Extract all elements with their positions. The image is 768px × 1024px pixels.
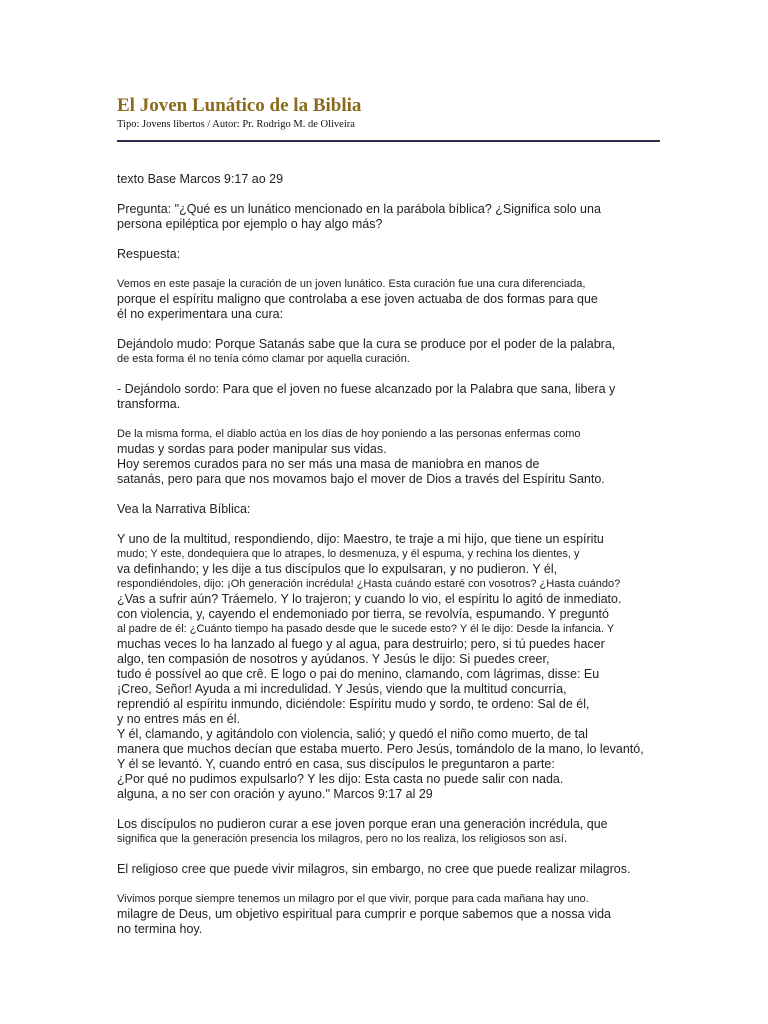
text-line: Vea la Narrativa Bíblica: <box>117 502 251 516</box>
paragraph-gap <box>117 262 677 277</box>
text-line: ¿Vas a sufrir aún? Tráemelo. Y lo trajeron; y cuando lo vio, el espíritu lo agitó de inmediato. <box>117 592 622 606</box>
text-line: reprendió al espíritu inmundo, diciéndole: Espíritu mudo y sordo, te ordeno: Sal de él, <box>117 697 590 711</box>
paragraph <box>117 427 677 487</box>
paragraph-gap <box>117 517 677 532</box>
text-line: - Dejándolo sordo: Para que el joven no fuese alcanzado por la Palabra que sana, libera y <box>117 382 616 396</box>
text-line: tudo é possível ao que crê. E logo o pai do menino, clamando, com lágrimas, disse: Eu <box>117 667 600 681</box>
paragraph <box>117 202 677 232</box>
paragraph <box>117 337 677 367</box>
text-line: Vivimos porque siempre tenemos un milagro por el que vivir, porque para cada mañana hay uno. <box>117 893 589 905</box>
paragraph <box>117 532 677 802</box>
text-line: Y él, clamando, y agitándolo con violencia, salió; y quedó el niño como muerto, de tal <box>117 727 588 741</box>
text-line: Respuesta: <box>117 247 181 261</box>
text-line: Los discípulos no pudieron curar a ese joven porque eran una generación incrédula, que <box>117 817 608 831</box>
text-line: persona epiléptica por ejemplo o hay algo más? <box>117 217 383 231</box>
header-divider <box>117 140 660 142</box>
text-line: y no entres más en él. <box>117 712 240 726</box>
text-line: va definhando; y les dije a tus discípulos que lo expulsaran, y no pudieron. Y él, <box>117 562 558 576</box>
text-line: ¿Por qué no pudimos expulsarlo? Y les dijo: Esta casta no puede salir con nada. <box>117 772 564 786</box>
text-line: respondiéndoles, dijo: ¡Oh generación incrédula! ¿Hasta cuándo estaré con vosotros? ¿Hasta cuándo? <box>117 578 621 590</box>
paragraph <box>117 892 677 937</box>
text-line: transforma. <box>117 397 181 411</box>
text-line: Pregunta: "¿Qué es un lunático mencionado en la parábola bíblica? ¿Significa solo una <box>117 202 601 216</box>
document-title: El Joven Lunático de la Biblia <box>117 95 362 116</box>
text-line: significa que la generación presencia los milagros, pero no los realiza, los religiosos son así. <box>117 833 568 845</box>
text-line: Y uno de la multitud, respondiendo, dijo: Maestro, te traje a mi hijo, que tiene un espíritu <box>117 532 604 546</box>
paragraph-gap <box>117 802 677 817</box>
paragraph-gap <box>117 487 677 502</box>
paragraph <box>117 382 677 412</box>
text-line: satanás, pero para que nos movamos bajo el mover de Dios a través del Espíritu Santo. <box>117 472 605 486</box>
document-body <box>117 172 677 937</box>
text-line: mudas y sordas para poder manipular sus vidas. <box>117 442 387 456</box>
paragraph <box>117 277 677 322</box>
text-line: muchas veces lo ha lanzado al fuego y al agua, para destruirlo; pero, si tú puedes hacer <box>117 637 605 651</box>
text-line: Vemos en este pasaje la curación de un joven lunático. Esta curación fue una cura diferenciada, <box>117 278 586 290</box>
paragraph-gap <box>117 412 677 427</box>
paragraph <box>117 172 677 187</box>
text-line: algo, ten compasión de nosotros y ayúdanos. Y Jesús le dijo: Si puedes creer, <box>117 652 550 666</box>
text-line: Dejándolo mudo: Porque Satanás sabe que la cura se produce por el poder de la palabra, <box>117 337 616 351</box>
paragraph <box>117 502 677 517</box>
text-line: milagre de Deus, um objetivo espiritual para cumprir e porque sabemos que a nossa vida <box>117 907 612 921</box>
text-line: ¡Creo, Señor! Ayuda a mi incredulidad. Y Jesús, viendo que la multitud concurría, <box>117 682 567 696</box>
text-line: manera que muchos decían que estaba muerto. Pero Jesús, tomándolo de la mano, lo levantó, <box>117 742 644 756</box>
paragraph-gap <box>117 877 677 892</box>
paragraph-gap <box>117 322 677 337</box>
paragraph-gap <box>117 187 677 202</box>
paragraph-gap <box>117 232 677 247</box>
paragraph <box>117 817 677 847</box>
text-line: mudo; Y este, dondequiera que lo atrapes, lo desmenuza, y él espuma, y rechina los dientes, y <box>117 548 580 560</box>
text-line: de esta forma él no tenía cómo clamar por aquella curación. <box>117 353 410 365</box>
text-line: Y él se levantó. Y, cuando entró en casa, sus discípulos le preguntaron a parte: <box>117 757 555 771</box>
text-line: con violencia, y, cayendo el endemoniado por tierra, se revolvía, espumando. Y preguntó <box>117 607 609 621</box>
paragraph <box>117 247 677 262</box>
text-line: De la misma forma, el diablo actúa en los días de hoy poniendo a las personas enfermas como <box>117 428 581 440</box>
text-line: texto Base Marcos 9:17 ao 29 <box>117 172 284 186</box>
document-header <box>117 94 660 132</box>
text-line: no termina hoy. <box>117 922 203 936</box>
document-subtitle: Tipo: Jovens libertos / Autor: Pr. Rodrigo M. de Oliveira <box>117 119 355 130</box>
text-line: él no experimentara una cura: <box>117 307 284 321</box>
text-line: Hoy seremos curados para no ser más una masa de maniobra en manos de <box>117 457 540 471</box>
paragraph-gap <box>117 847 677 862</box>
paragraph-gap <box>117 367 677 382</box>
text-line: porque el espíritu maligno que controlaba a ese joven actuaba de dos formas para que <box>117 292 598 306</box>
text-line: al padre de él: ¿Cuánto tiempo ha pasado desde que le sucede esto? Y él le dijo: Desde la infancia. Y <box>117 623 615 635</box>
text-line: El religioso cree que puede vivir milagros, sin embargo, no cree que puede realizar milagros. <box>117 862 631 876</box>
paragraph <box>117 862 677 877</box>
text-line: alguna, a no ser con oración y ayuno." Marcos 9:17 al 29 <box>117 787 433 801</box>
